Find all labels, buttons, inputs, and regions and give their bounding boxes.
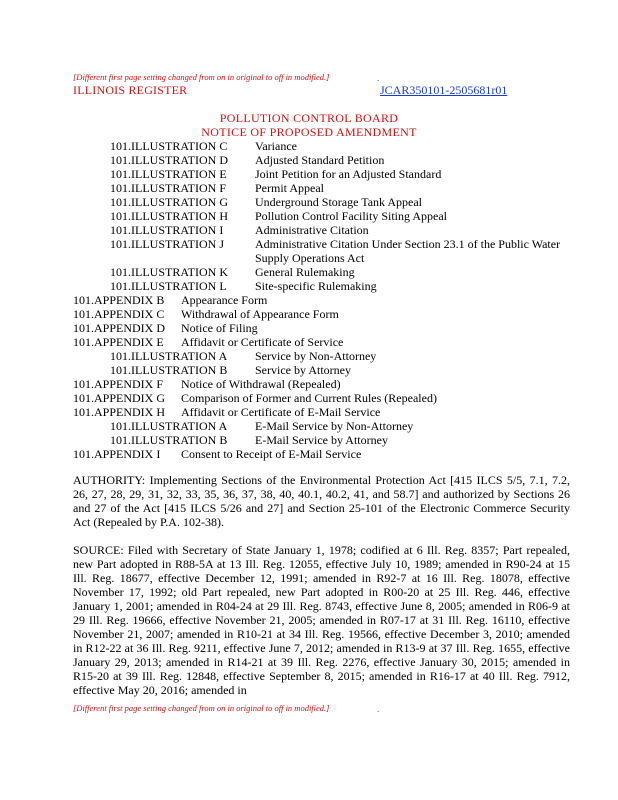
toc-entry [73,377,573,391]
toc-entry [73,349,573,363]
toc-entry-title: Affidavit or Certificate of Service [181,335,344,349]
toc-entry-code: 101.APPENDIX E [73,335,164,349]
toc-entry-code: 101.ILLUSTRATION L [110,279,227,293]
toc-entry-title: Underground Storage Tank Appeal [255,195,423,209]
notice-title: NOTICE OF PROPOSED AMENDMENT [201,125,417,139]
toc-entry [73,405,573,419]
toc-entry-code: 101.ILLUSTRATION J [110,237,224,251]
toc-entry-title: Notice of Filing [181,321,258,335]
toc-entry [73,237,573,265]
toc-entry-code: 101.ILLUSTRATION I [110,223,224,237]
toc-entry [73,153,573,167]
toc-entry [73,195,573,209]
toc-entry-title: Appearance Form [181,293,268,307]
top-marker-dot: . [377,73,380,83]
toc-entry [73,335,573,349]
toc-entry-title: Notice of Withdrawal (Repealed) [181,377,341,391]
toc-entry [73,419,573,433]
table-of-contents [73,139,573,461]
toc-entry-title: E-Mail Service by Non-Attorney [255,419,414,433]
toc-entry-code: 101.APPENDIX I [73,447,161,461]
toc-entry-code: 101.APPENDIX G [73,391,166,405]
toc-entry-code: 101.APPENDIX D [73,321,166,335]
jcar-document-link[interactable]: JCAR350101-2505681r01 [380,83,508,97]
toc-entry-title: Withdrawal of Appearance Form [181,307,339,321]
authority-paragraph: AUTHORITY: Implementing Sections of the Environmental Protection Act [415 ILCS 5/5, 7.1, 7.2, 26, 27, 28, 29, 31, 32, 33, 35, 36, 37, 38, 40, 40.1, 40.2, 41, and 58.7] and authorized by Sections 26 and 27 of the Act [415 ILCS 5/26 and 27] and Section 25-101 of the Electronic Commerce Security Act (Repealed by P.A. 102-38). [73,473,570,529]
toc-entry-code: 101.ILLUSTRATION A [110,419,228,433]
toc-entry [73,293,573,307]
toc-entry-code: 101.ILLUSTRATION E [110,167,227,181]
toc-entry-title: Joint Petition for an Adjusted Standard [255,167,442,181]
toc-entry-code: 101.ILLUSTRATION H [110,209,228,223]
toc-entry-code: 101.ILLUSTRATION B [110,363,228,377]
toc-entry-title: Site-specific Rulemaking [255,279,377,293]
bottom-marker-dot: . [377,704,380,714]
toc-entry [73,265,573,279]
toc-entry-code: 101.ILLUSTRATION F [110,181,226,195]
toc-entry [73,139,573,153]
register-title: ILLINOIS REGISTER [73,83,188,97]
toc-entry-code: 101.ILLUSTRATION D [110,153,228,167]
toc-entry [73,321,573,335]
toc-entry [73,279,573,293]
toc-entry-title: Consent to Receipt of E-Mail Service [181,447,362,461]
toc-entry [73,447,573,461]
toc-entry-title: Pollution Control Facility Siting Appeal [255,209,448,223]
toc-entry-title: Adjusted Standard Petition [255,153,385,167]
toc-entry-title: Affidavit or Certificate of E-Mail Service [181,405,381,419]
toc-entry-code: 101.ILLUSTRATION G [110,195,228,209]
toc-entry [73,223,573,237]
toc-entry-code: 101.APPENDIX B [73,293,165,307]
toc-entry-code: 101.ILLUSTRATION B [110,433,228,447]
toc-entry [73,209,573,223]
toc-entry-title: Permit Appeal [255,181,324,195]
toc-entry-title: Comparison of Former and Current Rules (Repealed) [181,391,437,405]
board-title: POLLUTION CONTROL BOARD [219,111,399,125]
toc-entry-title: Variance [255,139,297,153]
toc-entry-code: 101.ILLUSTRATION A [110,349,228,363]
toc-entry-code: 101.APPENDIX H [73,405,166,419]
toc-entry-code: 101.APPENDIX F [73,377,164,391]
toc-entry-code: 101.APPENDIX C [73,307,165,321]
toc-entry [73,391,573,405]
bottom-revision-note: [Different first page setting changed from on in original to off in modified.] [73,703,330,713]
toc-entry-title: General Rulemaking [255,265,355,279]
toc-entry [73,307,573,321]
toc-entry-title: Administrative Citation [255,223,369,237]
source-paragraph: SOURCE: Filed with Secretary of State January 1, 1978; codified at 6 Ill. Reg. 8357; Part repealed, new Part adopted in R88-5A at 13 Ill. Reg. 12055, effective July 10, 1989; amended in R90-24 at 15 Ill. Reg. 18677, effective December 12, 1991; amended in R92-7 at 16 Ill. Reg. 18078, effective November 17, 1992; old Part repealed, new Part adopted in R00-20 at 25 Ill. Reg. 446, effective January 1, 2001; amended in R04-24 at 29 Ill. Reg. 8743, effective June 8, 2005; amended in R06-9 at 29 Ill. Reg. 19666, effective November 21, 2005; amended in R07-17 at 31 Ill. Reg. 16110, effective November 21, 2007; amended in R10-21 at 34 Ill. Reg. 19566, effective December 3, 2010; amended in R12-22 at 36 Ill. Reg. 9211, effective June 7, 2012; amended in R13-9 at 37 Ill. Reg. 1655, effective January 29, 2013; amended in R14-21 at 39 Ill. Reg. 2276, effective January 30, 2015; amended in R15-20 at 39 Ill. Reg. 12848, effective September 8, 2015; amended in R16-17 at 40 Ill. Reg. 7912, effective May 20, 2016; amended in [73,543,570,697]
toc-entry [73,433,573,447]
toc-entry [73,181,573,195]
toc-entry [73,167,573,181]
toc-entry-code: 101.ILLUSTRATION K [110,265,228,279]
toc-entry-title: E-Mail Service by Attorney [255,433,388,447]
toc-entry-title: Service by Non-Attorney [255,349,377,363]
toc-entry-title: Administrative Citation Under Section 23.1 of the Public Water Supply Operations Act [255,237,561,265]
toc-entry-title: Service by Attorney [255,363,351,377]
top-revision-note: [Different first page setting changed from on in original to off in modified.] [73,72,330,82]
toc-entry [73,363,573,377]
toc-entry-code: 101.ILLUSTRATION C [110,139,228,153]
